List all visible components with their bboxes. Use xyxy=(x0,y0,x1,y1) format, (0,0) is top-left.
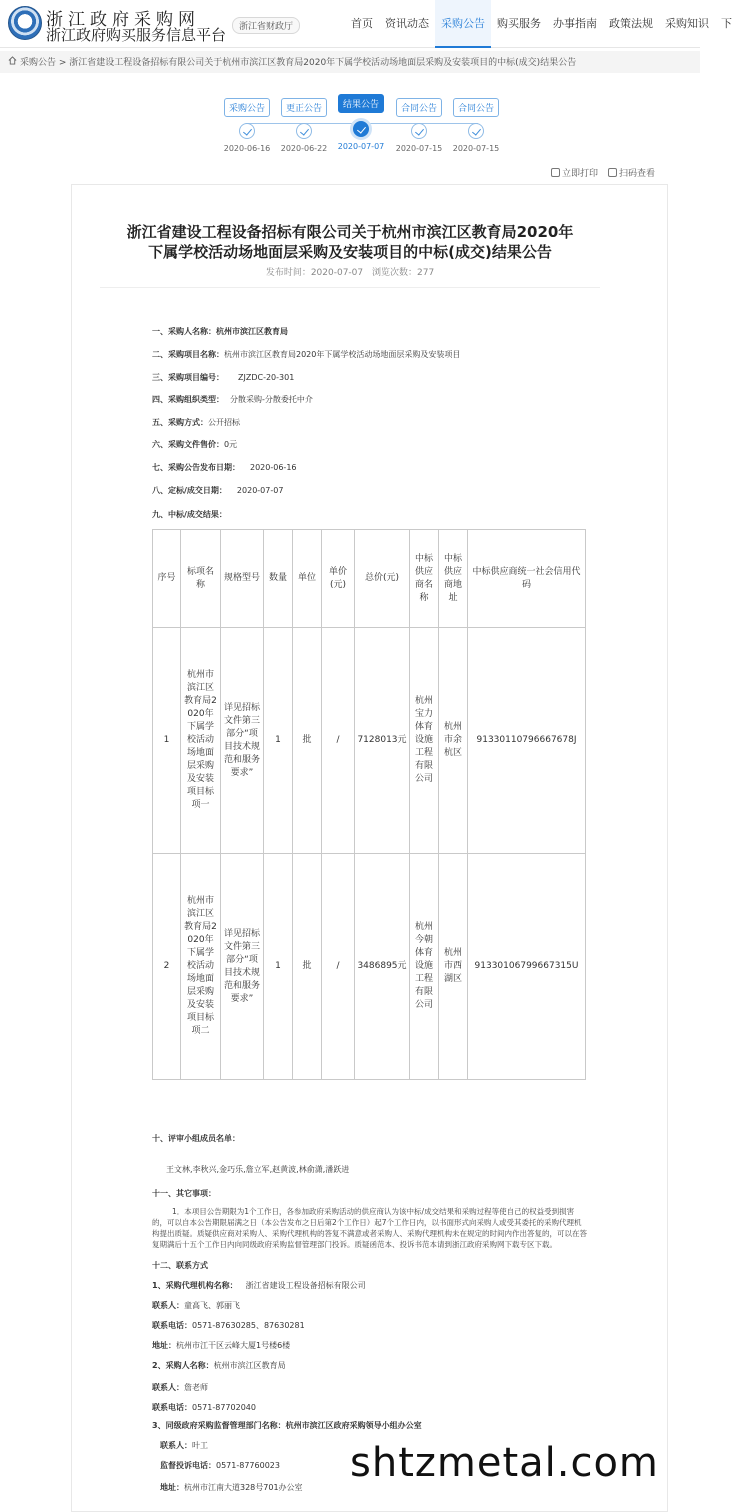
supervisor-person: 联系人：叶工 xyxy=(160,1441,208,1450)
timeline-label[interactable]: 合同公告 xyxy=(453,98,499,117)
agency-address: 地址：杭州市江干区云峰大厦1号楼6楼 xyxy=(152,1341,291,1350)
table-cell: 91330110796667678J xyxy=(468,628,586,854)
buyer-phone: 联系电话：0571-87702040 xyxy=(152,1403,256,1412)
check-icon xyxy=(353,121,369,137)
timeline-label[interactable]: 结果公告 xyxy=(338,94,384,113)
table-header: 数量 xyxy=(264,530,293,628)
table-header: 规格型号 xyxy=(221,530,264,628)
field-method: 五、采购方式：公开招标 xyxy=(152,418,240,427)
table-cell: 杭州市滨江区教育局2020年下属学校活动场地面层采购及安装项目标项二 xyxy=(181,854,221,1080)
table-cell: 杭州市余杭区 xyxy=(439,628,468,854)
supervisor-address: 地址：杭州市江南大道328号701办公室 xyxy=(160,1483,303,1492)
table-header: 中标供应商名称 xyxy=(410,530,439,628)
site-header xyxy=(0,0,732,48)
field-project-number: 三、采购项目编号： ZJZDC-20-301 xyxy=(152,373,295,382)
field-project-name: 二、采购项目名称：杭州市滨江区教育局2020年下属学校活动场地面层采购及安装项目 xyxy=(152,350,461,359)
table-cell: 批 xyxy=(293,628,322,854)
nav-purchase-service[interactable]: 购买服务 xyxy=(497,17,541,30)
table-header: 总价(元) xyxy=(355,530,410,628)
table-cell: 7128013元 xyxy=(355,628,410,854)
table-cell: 杭州市滨江区教育局2020年下属学校活动场地面层采购及安装项目标项一 xyxy=(181,628,221,854)
timeline-date: 2020-07-15 xyxy=(395,144,443,153)
home-icon[interactable] xyxy=(8,56,17,65)
supervisor-name: 3、同级政府采购监督管理部门名称：杭州市滨江区政府采购领导小组办公室 xyxy=(152,1421,422,1430)
timeline-date: 2020-07-07 xyxy=(337,142,385,151)
check-icon xyxy=(296,123,312,139)
page-title: 浙江省建设工程设备招标有限公司关于杭州市滨江区教育局2020年 下属学校活动场地面层采购及安装项目的中标(成交)结果公告 xyxy=(126,223,574,261)
timeline-date: 2020-07-15 xyxy=(452,144,500,153)
table-cell: 1 xyxy=(264,854,293,1080)
table-cell: 详见招标文件第三部分“项目技术规范和服务要求” xyxy=(221,628,264,854)
table-cell: 详见招标文件第三部分“项目技术规范和服务要求” xyxy=(221,854,264,1080)
table-header: 中标供应商地址 xyxy=(439,530,468,628)
timeline-step[interactable] xyxy=(274,96,334,153)
agency-phone: 联系电话：0571-87630285、87630281 xyxy=(152,1321,305,1330)
timeline-step[interactable] xyxy=(217,96,277,153)
table-cell: 杭州市西湖区 xyxy=(439,854,468,1080)
agency-name: 1、采购代理机构名称： 浙江省建设工程设备招标有限公司 xyxy=(152,1281,366,1290)
supervisor-phone: 监督投诉电话：0571-87760023 xyxy=(160,1461,280,1470)
timeline-label[interactable]: 更正公告 xyxy=(281,98,327,117)
table-header: 单价(元) xyxy=(322,530,355,628)
field-notice-date: 七、采购公告发布日期： 2020-06-16 xyxy=(152,463,297,472)
print-button[interactable]: 立即打印 xyxy=(551,166,598,179)
buyer-person: 联系人：詹老师 xyxy=(152,1383,208,1392)
nav-more[interactable]: 下 xyxy=(721,17,732,30)
print-icon xyxy=(551,168,560,177)
scan-button[interactable]: 扫码查看 xyxy=(608,166,655,179)
region-selector[interactable]: 浙江省财政厅 xyxy=(232,17,300,34)
table-cell: 1 xyxy=(264,628,293,854)
field-award-date: 八、定标/成交日期： 2020-07-07 xyxy=(152,486,284,495)
nav-home[interactable]: 首页 xyxy=(351,17,373,30)
table-header: 单位 xyxy=(293,530,322,628)
table-cell: / xyxy=(322,628,355,854)
table-header: 序号 xyxy=(153,530,181,628)
nav-news[interactable]: 资讯动态 xyxy=(385,17,429,30)
breadcrumb[interactable]: 采购公告 > 浙江省建设工程设备招标有限公司关于杭州市滨江区教育局2020年下属学校活动场地面层采购及安装项目的中标(成交)结果公告 xyxy=(20,58,577,68)
table-header: 中标供应商统一社会信用代码 xyxy=(468,530,586,628)
article-meta xyxy=(100,265,600,278)
divider xyxy=(100,287,600,288)
table-header: 标项名称 xyxy=(181,530,221,628)
other-label: 十一、其它事项： xyxy=(152,1189,216,1198)
nav-policy[interactable]: 政策法规 xyxy=(609,17,653,30)
field-result: 九、中标/成交结果： xyxy=(152,510,227,519)
check-icon xyxy=(239,123,255,139)
check-icon xyxy=(411,123,427,139)
review-members: 王文林,李秋兴,金巧乐,詹立军,赵黄波,林俞潇,潘跃进 xyxy=(166,1165,350,1174)
nav-procurement-notice[interactable]: 采购公告 xyxy=(435,0,491,48)
other-text: 1．本项目公告期限为1个工作日，各参加政府采购活动的供应商认为该中标/成交结果和采购过程等使自己的权益受到损害的，可以自本公告期限届满之日（本公告发布之日后第2个工作日）起7个工作日内，以书面形式向采购人或受其委托的采购代理机构提出质疑。质疑供应商对采购人、采购代理机构的答复不满意或者采购人、采购代理机构未在规定的时间内作出答复的，可以在答复期满后十五个工作日内向同级政府采购监督管理部门投诉。质疑函范本、投诉书范本请到浙江政府采购网下载专区下载。 xyxy=(152,1207,587,1249)
emblem-icon[interactable] xyxy=(8,6,42,40)
table-row xyxy=(153,628,586,854)
table-cell: / xyxy=(322,854,355,1080)
review-label: 十、评审小组成员名单： xyxy=(152,1134,240,1143)
results-table xyxy=(152,529,586,1080)
table-cell: 91330106799667315U xyxy=(468,854,586,1080)
timeline-date: 2020-06-22 xyxy=(280,144,328,153)
table-cell: 1 xyxy=(153,628,181,854)
table-cell: 2 xyxy=(153,854,181,1080)
contact-label: 十二、联系方式 xyxy=(152,1261,208,1270)
timeline-label[interactable]: 采购公告 xyxy=(224,98,270,117)
table-header-row xyxy=(153,530,586,628)
timeline-step-current[interactable] xyxy=(331,92,391,151)
publish-time: 发布时间：2020-07-07 xyxy=(265,268,364,278)
watermark: shtzmetal.com xyxy=(350,1440,659,1486)
view-count: 浏览次数：277 xyxy=(372,268,435,278)
timeline-step[interactable] xyxy=(446,96,506,153)
buyer-name: 2、采购人名称：杭州市滨江区教育局 xyxy=(152,1361,286,1370)
timeline-date: 2020-06-16 xyxy=(223,144,271,153)
nav-knowledge[interactable]: 采购知识 xyxy=(665,17,709,30)
table-cell: 3486895元 xyxy=(355,854,410,1080)
table-row xyxy=(153,854,586,1080)
toolbar xyxy=(551,166,655,179)
field-price: 六、采购文件售价：0元 xyxy=(152,440,238,449)
nav-guide[interactable]: 办事指南 xyxy=(553,17,597,30)
field-buyer: 一、采购人名称：杭州市滨江区教育局 xyxy=(152,327,288,336)
check-icon xyxy=(468,123,484,139)
field-org-type: 四、采购组织类型： 分散采购-分散委托中介 xyxy=(152,395,313,404)
logo-title[interactable]: 浙江政府采购网 xyxy=(46,10,200,30)
table-cell: 杭州宝力体育设施工程有限公司 xyxy=(410,628,439,854)
main-nav xyxy=(345,0,738,48)
agency-person: 联系人：童高飞、郭丽飞 xyxy=(152,1301,240,1310)
table-cell: 杭州今朝体育设施工程有限公司 xyxy=(410,854,439,1080)
timeline-step[interactable] xyxy=(389,96,449,153)
logo-subtitle[interactable]: 浙江政府购买服务信息平台 xyxy=(46,26,227,44)
timeline-label[interactable]: 合同公告 xyxy=(396,98,442,117)
qrcode-icon xyxy=(608,168,617,177)
table-cell: 批 xyxy=(293,854,322,1080)
